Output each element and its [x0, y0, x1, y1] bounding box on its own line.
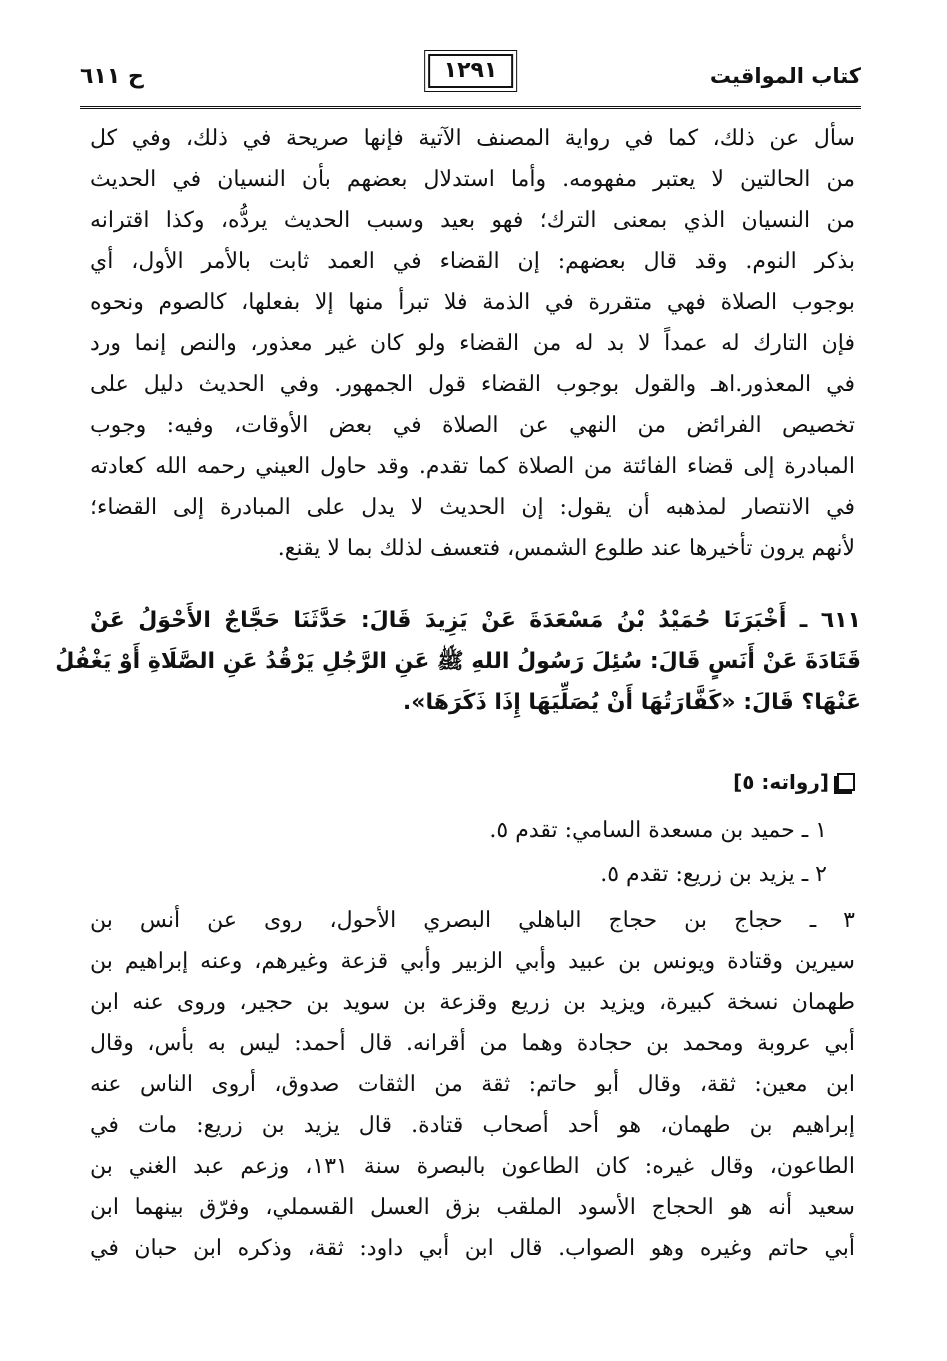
bio-line: أبي حاتم وغيره وهو الصواب. قال ابن أبي داود: ثقة، وذكره ابن حبان في: [90, 1236, 855, 1261]
commentary-line: لأنهم يرون تأخيرها عند طلوع الشمس، فتعسف لذلك بما لا يقنع.: [277, 536, 855, 561]
narrator-biography: [90, 900, 855, 1269]
commentary-line: في المعذور.اهـ والقول بوجوب القضاء قول الجمهور. وفي الحديث دليل على: [90, 372, 855, 397]
bio-line: سيرين وقتادة ويونس بن عبيد وأبي الزبير وأبي قزعة وغيرهم، وعنه إبراهيم بن: [90, 949, 855, 974]
hadith-text: [55, 600, 861, 723]
book-title: كتاب المواقيت: [709, 64, 861, 88]
commentary-line: فإن التارك له عمداً لا بد له من القضاء ولو كان غير معذور، والنص إنما ورد: [90, 331, 855, 356]
bio-line: إبراهيم بن طهمان، هو أحد أصحاب قتادة. قال يزيد بن زريع: مات في: [90, 1113, 855, 1138]
commentary-line: المبادرة إلى قضاء الفائتة من الصلاة كما تقدم. وقد حاول العيني رحمه الله كعادته: [90, 454, 855, 479]
commentary-line: من الحالتين لا يعتبر مفهومه. وأما استدلال بعضهم بأن النسيان في الحديث: [90, 167, 855, 192]
bio-line: الطاعون، وقال غيره: كان الطاعون بالبصرة سنة ١٣١، وزعم عبد الغني بن: [90, 1154, 856, 1179]
commentary-line: بوجوب الصلاة فهي متقررة في الذمة فلا تبرأ منها إلا بفعلها، كالصوم ونحوه: [90, 290, 855, 315]
commentary-line: تخصيص الفرائض من النهي عن الصلاة في بعض الأوقات، وفيه: وجوب: [90, 413, 855, 438]
commentary-text: [90, 118, 855, 569]
hadith-reference: ح ٦١١: [80, 64, 144, 89]
bio-line: سعيد أنه هو الحجاج الأسود الملقب بزق العسل القسملي، وفرّق بينهما ابن: [90, 1195, 855, 1220]
page-header: [80, 58, 861, 102]
bio-line: ابن معين: ثقة، وقال أبو حاتم: ثقة من الثقات صدوق، أروى الناس عنه: [90, 1072, 855, 1097]
page-number: ١٢٩١: [428, 54, 514, 88]
commentary-line: من النسيان الذي بمعنى الترك؛ فهو بعيد وسبب الحديث يردُّه، وكذا اقترانه: [90, 208, 855, 233]
bio-line: أبي عروبة ومحمد بن حجادة وهما من أقرانه. قال أحمد: ليس به بأس، وقال: [90, 1031, 855, 1056]
bio-line: ٣ ـ حجاج بن حجاج الباهلي البصري الأحول، روى عن أنس بن: [90, 908, 855, 933]
narrators-heading: [733, 770, 855, 794]
commentary-line: بذكر النوم. وقد قال بعضهم: إن القضاء في العمد ثابت بالأمر الأول، أي: [90, 249, 855, 274]
bio-line: طهمان نسخة كبيرة، ويزيد بن زريع وقزعة بن سويد بن حجير، وروى عنه ابن: [90, 990, 855, 1015]
hadith-line: قَتَادَةَ عَنْ أَنَسٍ قَالَ: سُئِلَ رَسُولُ اللهِ ﷺ عَنِ الرَّجُلِ يَرْقُدُ عَنِ الصَّلَاةِ أَوْ يَغْفُلُ: [55, 649, 861, 674]
narrator-item: ٢ ـ يزيد بن زريع: تقدم ٥.: [600, 862, 827, 887]
header-divider: [80, 106, 861, 109]
commentary-line: سأل عن ذلك، كما في رواية المصنف الآتية فإنها صريحة في ذلك، وفي كل: [90, 126, 855, 151]
commentary-line: في الانتصار لمذهبه أن يقول: إن الحديث لا يدل على المبادرة إلى القضاء؛: [90, 495, 855, 520]
narrator-item: ١ ـ حميد بن مسعدة السامي: تقدم ٥.: [489, 818, 827, 843]
square-bullet-icon: [837, 773, 855, 791]
narrators-heading-text: [رواته: ٥]: [733, 770, 829, 794]
hadith-line: عَنْهَا؟ قَالَ: «كَفَّارَتُهَا أَنْ يُصَلِّيَهَا إِذَا ذَكَرَهَا».: [402, 690, 861, 715]
hadith-line: ٦١١ ـ أَخْبَرَنَا حُمَيْدُ بْنُ مَسْعَدَةَ عَنْ يَزِيدَ قَالَ: حَدَّثَنَا حَجَّاجٌ الأَحْوَلُ عَنْ: [90, 608, 861, 633]
